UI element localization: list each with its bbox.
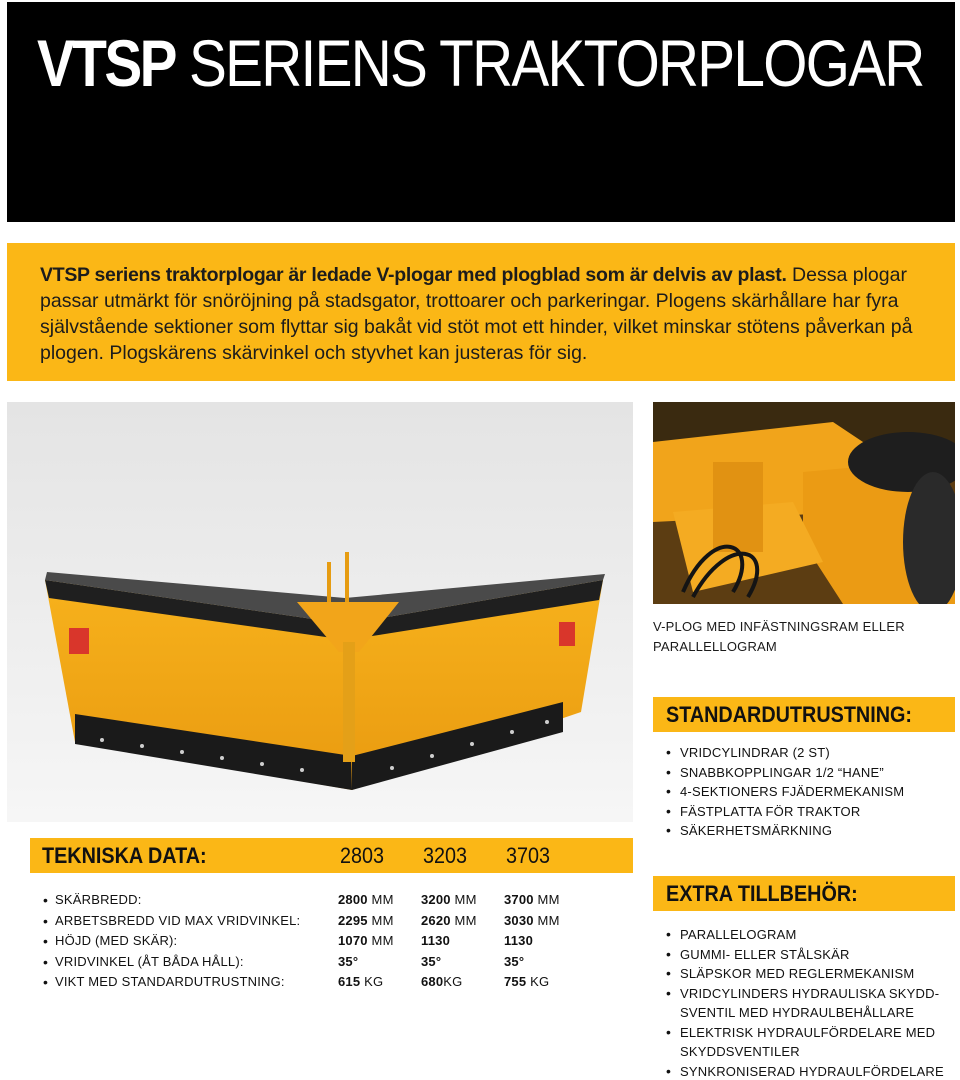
row-value: 2620 MM <box>421 912 477 928</box>
list-item: • SYNKRONISERAD HYDRAULFÖRDELARE <box>665 1062 955 1080</box>
row-value: 2800 MM <box>338 892 394 907</box>
table-row <box>43 952 603 973</box>
row-label: • SKÄRBREDD: <box>43 890 142 911</box>
row-value: 1130 <box>504 933 534 948</box>
standard-equipment-heading: STANDARDUTRUSTNING: <box>653 697 955 732</box>
row-value: 615 KG <box>338 974 384 989</box>
row-value: 3030 MM <box>504 912 560 928</box>
standard-equipment-list <box>665 743 955 841</box>
technical-data-heading: TEKNISKA DATA: 2803 3203 3703 <box>30 838 633 873</box>
header-banner <box>7 2 955 222</box>
row-value: 2295 MM <box>338 912 394 928</box>
list-item: • GUMMI- ELLER STÅLSKÄR <box>665 945 955 965</box>
list-item: • SNABBKOPPLINGAR 1/2 “HANE” <box>665 763 955 783</box>
intro-body: Dessa plogar passar utmärkt för snöröjning på stadsgator, trottoarer och parkeringar. Plogens skärhållare har fyra självstående sektioner som flyttar sig bakåt vid stöt mot ett hinder, vilket minskar stötens påverkan på plogen. Plogskärens skärvinkel och styvhet kan justeras för sig. <box>40 264 913 364</box>
v-plow-illustration <box>7 402 633 822</box>
plow-photo <box>7 402 633 822</box>
list-item: • SÄKERHETSMÄRKNING <box>665 821 955 841</box>
row-value: 35° <box>421 953 442 969</box>
mount-frame-illustration <box>653 402 955 604</box>
intro-text-box <box>7 243 955 381</box>
row-label: • ARBETSBREDD VID MAX VRIDVINKEL: <box>43 911 300 932</box>
model-3203: 3203 <box>423 843 468 868</box>
list-item: • VRIDCYLINDERS HYDRAULISKA SKYDD- SVENTIL MED HYDRAULBEHÅLLARE <box>665 984 955 1023</box>
row-value: 35° <box>338 953 359 969</box>
row-label: • VIKT MED STANDARDUTRUSTNING: <box>43 972 285 993</box>
row-value: 755 KG <box>504 974 550 989</box>
table-row <box>43 931 603 952</box>
list-item: • ELEKTRISK HYDRAULFÖRDELARE MED SKYDDSVENTILER <box>665 1023 955 1062</box>
row-value: 35° <box>504 953 525 969</box>
table-row <box>43 972 603 993</box>
row-label: • HÖJD (MED SKÄR): <box>43 931 177 952</box>
list-item: • PARALLELOGRAM <box>665 925 955 945</box>
table-row <box>43 890 603 911</box>
model-3703: 3703 <box>506 843 551 868</box>
extra-accessories-heading: EXTRA TILLBEHÖR: <box>653 876 955 911</box>
row-value: 3700 MM <box>504 892 560 907</box>
row-value: 1070 MM <box>338 933 394 948</box>
table-row <box>43 911 603 932</box>
list-item: • 4-SEKTIONERS FJÄDERMEKANISM <box>665 782 955 802</box>
page-title: VTSP SERIENS TRAKTORPLOGAR <box>37 26 924 100</box>
photo-caption: V-PLOG MED INFÄSTNINGSRAM ELLER PARALLELLOGRAM <box>653 619 905 654</box>
extra-accessories-list <box>665 925 955 1080</box>
list-item: • FÄSTPLATTA FÖR TRAKTOR <box>665 802 955 822</box>
row-value: 680KG <box>421 974 463 989</box>
row-value: 3200 MM <box>421 892 477 907</box>
mount-frame-photo <box>653 402 955 604</box>
row-value: 1130 <box>421 933 451 948</box>
technical-data-table <box>43 890 603 993</box>
intro-lead: VTSP seriens traktorplogar är ledade V-plogar med plogblad som är delvis av plast. <box>40 264 787 286</box>
list-item: • VRIDCYLINDRAR (2 ST) <box>665 743 955 763</box>
list-item: • SLÄPSKOR MED REGLERMEKANISM <box>665 964 955 984</box>
row-label: • VRIDVINKEL (ÅT BÅDA HÅLL): <box>43 952 244 973</box>
model-2803: 2803 <box>340 843 385 868</box>
